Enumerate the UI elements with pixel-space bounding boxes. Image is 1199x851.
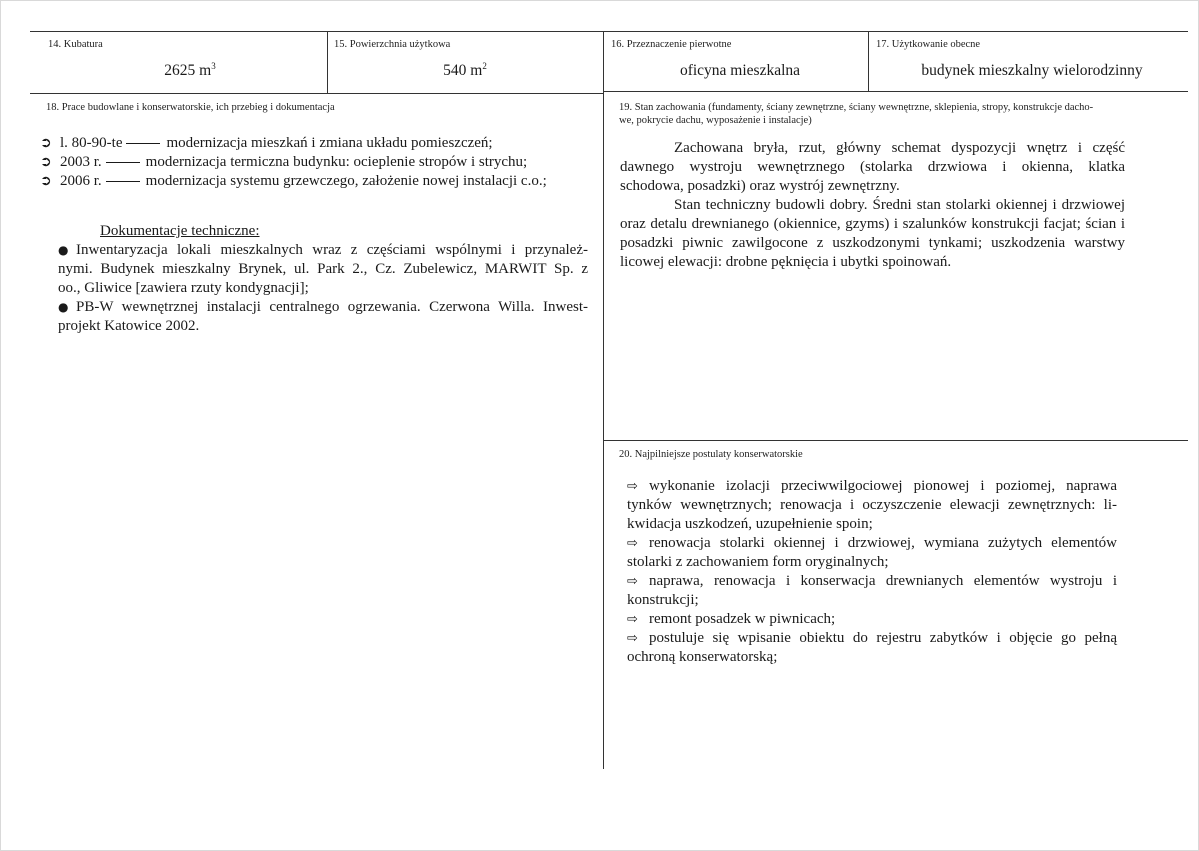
kubatura-exponent: 3 <box>211 60 216 71</box>
dash-line <box>106 181 140 182</box>
dash-line <box>126 143 160 144</box>
prace-item-date: 2006 r. <box>60 173 102 189</box>
stan-line: dawnego wystroju wewnętrznego (stolarka drzwiowa i okienna, klatka <box>620 159 1125 175</box>
powierzchnia-number: 540 m <box>443 62 483 79</box>
section-20-rule <box>603 440 1188 441</box>
curved-arrow-icon: ➲ <box>40 154 52 170</box>
powierzchnia-label: 15. Powierzchnia użytkowa <box>334 39 451 50</box>
stan-line: schodowa, posadzki) oraz wystrój zewnętrzny. <box>620 178 900 194</box>
stan-label-line: 19. Stan zachowania (fundamenty, ściany zewnętrzne, ściany wewnętrzne, sklepienia, stropy, konstrukcje dacho- <box>619 102 1094 113</box>
postulat-line: stolarki z zachowaniem form oryginalnych; <box>627 554 889 570</box>
hollow-arrow-icon: ⇨ <box>627 631 638 646</box>
kubatura-value <box>120 62 260 80</box>
postulaty-label: 20. Najpilniejsze postulaty konserwatorskie <box>619 449 803 460</box>
prace-item-date: l. 80-90-te <box>60 135 123 151</box>
prace-item-date: 2003 r. <box>60 154 102 170</box>
stan-label-line: we, pokrycie dachu, wyposażenie i instalacje) <box>619 115 812 126</box>
dokumentacje-list <box>58 241 588 336</box>
postulat-line: tynków wewnętrznych; renowacja i oczyszczenie elewacji zewnętrznych: li- <box>627 497 1117 513</box>
dash-line <box>106 162 140 163</box>
postulat-line: ⇨ wykonanie izolacji przeciwwilgociowej pionowej i poziomej, naprawa <box>627 478 1117 494</box>
stan-text <box>620 139 1125 272</box>
divider-14-15 <box>327 31 328 93</box>
divider-main <box>603 31 604 769</box>
stan-label <box>619 101 1179 127</box>
postulat-line: ⇨ renowacja stolarki okiennej i drzwiowej, wymiana zużytych elementów <box>627 535 1117 551</box>
doc-line: oo., Gliwice [zawiera rzuty kondygnacji]; <box>58 280 309 296</box>
stan-line: Zachowana bryła, rzut, główny schemat dyspozycji wnętrz i część <box>674 140 1125 156</box>
postulat-line: ⇨ naprawa, renowacja i konserwacja drewnianych elementów wystroju i <box>627 573 1117 589</box>
postulaty-list <box>627 477 1117 667</box>
powierzchnia-exponent: 2 <box>482 60 487 71</box>
dokumentacje-heading-text: Dokumentacje techniczne: <box>100 223 260 239</box>
top-rule <box>30 31 1188 32</box>
hollow-arrow-icon: ⇨ <box>627 612 638 627</box>
bullet-icon: ● <box>58 300 69 314</box>
prace-label: 18. Prace budowlane i konserwatorskie, ich przebieg i dokumentacja <box>46 102 335 113</box>
prace-item-text: modernizacja systemu grzewczego, założenie nowej instalacji c.o.; <box>145 173 547 189</box>
curved-arrow-icon: ➲ <box>40 173 52 189</box>
divider-16-17 <box>868 31 869 91</box>
stan-line: oraz detalu drewnianego (okiennice, gzyms) i szalunków konstrukcji facjat; ścian i <box>620 216 1125 232</box>
przeznaczenie-label: 16. Przeznaczenie pierwotne <box>611 39 732 50</box>
doc-line: ● Inwentaryzacja lokali mieszkalnych wraz z częściami wspólnymi i przynależ- <box>58 242 588 258</box>
postulat-line: ochroną konserwatorską; <box>627 649 778 665</box>
prace-item-text: modernizacja termiczna budynku: ocieplenie stropów i strychu; <box>145 154 528 170</box>
postulat-line: ⇨ remont posadzek w piwnicach; <box>627 611 836 627</box>
prace-item <box>40 134 600 153</box>
postulat-line: ⇨ postuluje się wpisanie obiektu do rejestru zabytków i objęcie go pełną <box>627 630 1117 646</box>
uzytkowanie-label: 17. Użytkowanie obecne <box>876 39 981 50</box>
przeznaczenie-value: oficyna mieszkalna <box>679 62 801 79</box>
doc-line: ● PB-W wewnętrznej instalacji centralnego ogrzewania. Czerwona Willa. Inwest- <box>58 299 588 315</box>
stan-line: Stan techniczny budowli dobry. Średni stan stolarki okiennej i drzwiowej <box>674 197 1125 213</box>
header-rule-right <box>603 91 1188 92</box>
prace-list <box>40 134 600 191</box>
header-rule-left <box>30 93 603 94</box>
doc-line: projekt Katowice 2002. <box>58 318 200 334</box>
kubatura-number: 2625 m <box>164 62 212 79</box>
hollow-arrow-icon: ⇨ <box>627 479 638 494</box>
stan-line: licowej elewacji: drobne pęknięcia i ubytki spoinowań. <box>620 254 952 270</box>
postulat-line: kwidacja uszkodzeń, uzupełnienie spoin; <box>627 516 873 532</box>
bullet-icon: ● <box>58 243 69 257</box>
prace-item <box>40 153 600 172</box>
curved-arrow-icon: ➲ <box>40 135 52 151</box>
kubatura-label: 14. Kubatura <box>48 39 103 50</box>
uzytkowanie-value: budynek mieszkalny wielorodzinny <box>921 62 1143 79</box>
postulat-line: konstrukcji; <box>627 592 699 608</box>
hollow-arrow-icon: ⇨ <box>627 536 638 551</box>
stan-line: posadzki piwnic zawilgocone z uszkodzonymi tynkami; uszkodzenia warstwy <box>620 235 1125 251</box>
powierzchnia-value <box>400 62 530 80</box>
prace-item-text: modernizacja mieszkań i zmiana układu pomieszczeń; <box>166 135 493 151</box>
dokumentacje-heading <box>100 222 260 241</box>
hollow-arrow-icon: ⇨ <box>627 574 638 589</box>
prace-item <box>40 172 600 191</box>
doc-line: nymi. Budynek mieszkalny Brynek, ul. Park 2., Cz. Zubelewicz, MARWIT Sp. z <box>58 261 588 277</box>
